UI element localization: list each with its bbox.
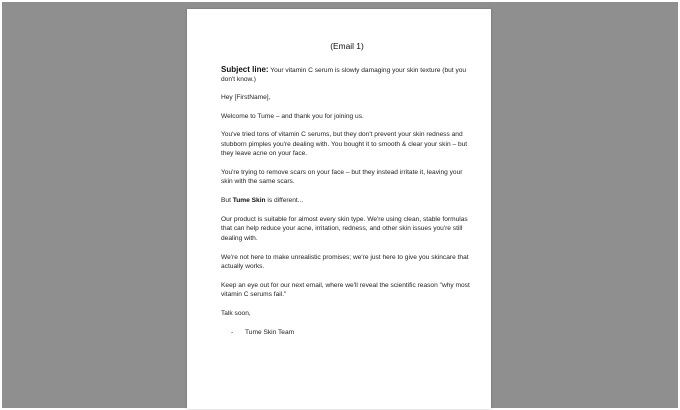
paragraph-5: Keep an eye out for our next email, where we'll reveal the scientific reason "why most vitamin C serums fail." xyxy=(221,281,470,299)
email-title: (Email 1) xyxy=(330,41,364,51)
different-line xyxy=(221,196,473,205)
signature-line xyxy=(231,328,473,337)
paragraph-4: We're not here to make unrealistic promises; we're just here to give you skincare that actually works. xyxy=(221,253,469,271)
subject-line xyxy=(221,65,473,85)
welcome-paragraph: Welcome to Tume – and thank you for joining us. xyxy=(221,112,364,120)
document-viewer xyxy=(2,2,678,408)
greeting: Hey [FirstName], xyxy=(221,93,271,101)
subject-label: Subject line: xyxy=(221,65,269,74)
brand-name: Tume Skin xyxy=(232,197,266,205)
document-page xyxy=(187,9,491,409)
email-body xyxy=(221,41,473,337)
paragraph-2: You're trying to remove scars on your face – but they instead irritate it, leaving your skin with the same scars. xyxy=(221,169,463,186)
signature: Tume Skin Team xyxy=(245,328,295,336)
signature-dash: - xyxy=(231,328,234,336)
paragraph-1: You've tried tons of vitamin C serums, but they don't prevent your skin redness and stubborn pimples you're dealing with. You bought it to smooth & clear your skin – but they leave acne on your face. xyxy=(221,131,468,158)
subject-text: Your vitamin C serum is slowly damaging your skin texture (but you don't know.) xyxy=(221,67,467,84)
closing: Talk soon, xyxy=(221,310,251,318)
paragraph-3: Our product is suitable for almost every skin type. We're using clean, stable formulas that can help reduce your acne, irritation, redness, and other skin issues you're still dealing with. xyxy=(221,216,468,242)
different-prefix: But xyxy=(221,197,233,205)
different-suffix: is different... xyxy=(265,197,304,205)
